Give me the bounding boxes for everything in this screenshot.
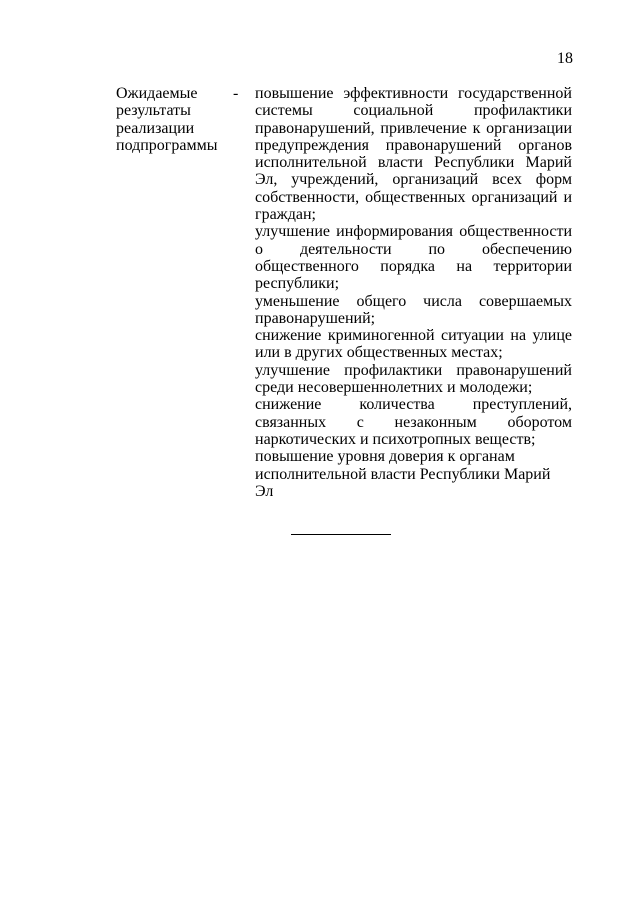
end-separator-line	[291, 534, 391, 535]
result-item: уменьшение общего числа совершаемых правонарушений;	[255, 292, 572, 327]
section-label-line: подпрограммы	[116, 136, 218, 154]
section-label-line: реализации	[116, 119, 195, 137]
expected-results-list	[255, 85, 572, 500]
result-item: повышение уровня доверия к органам исполнительной власти Республики Марий Эл	[255, 448, 551, 500]
section-label-line: результаты	[116, 102, 191, 120]
page-number: 18	[557, 50, 573, 67]
result-item: улучшение информирования общественности о деятельности по обеспечению общественного порядка на территории республики;	[255, 223, 572, 293]
section-label-line: Ожидаемые	[116, 85, 198, 102]
result-item: повышение эффективности государственной системы социальной профилактики правонарушений, привлечение к организации предупреждения правонарушений органов исполнительной власти Республики Марий Эл, учреждений, организаций всех форм собственности, общественных организаций и граждан;	[255, 85, 572, 224]
result-item: снижение криминогенной ситуации на улице или в других общественных местах;	[255, 327, 572, 362]
section-label	[116, 85, 239, 154]
label-dash: -	[233, 85, 239, 102]
result-item: снижение количества преступлений, связанных с незаконным оборотом наркотических и психотропных веществ;	[255, 396, 572, 448]
result-item: улучшение профилактики правонарушений среди несовершеннолетних и молодежи;	[255, 361, 572, 397]
